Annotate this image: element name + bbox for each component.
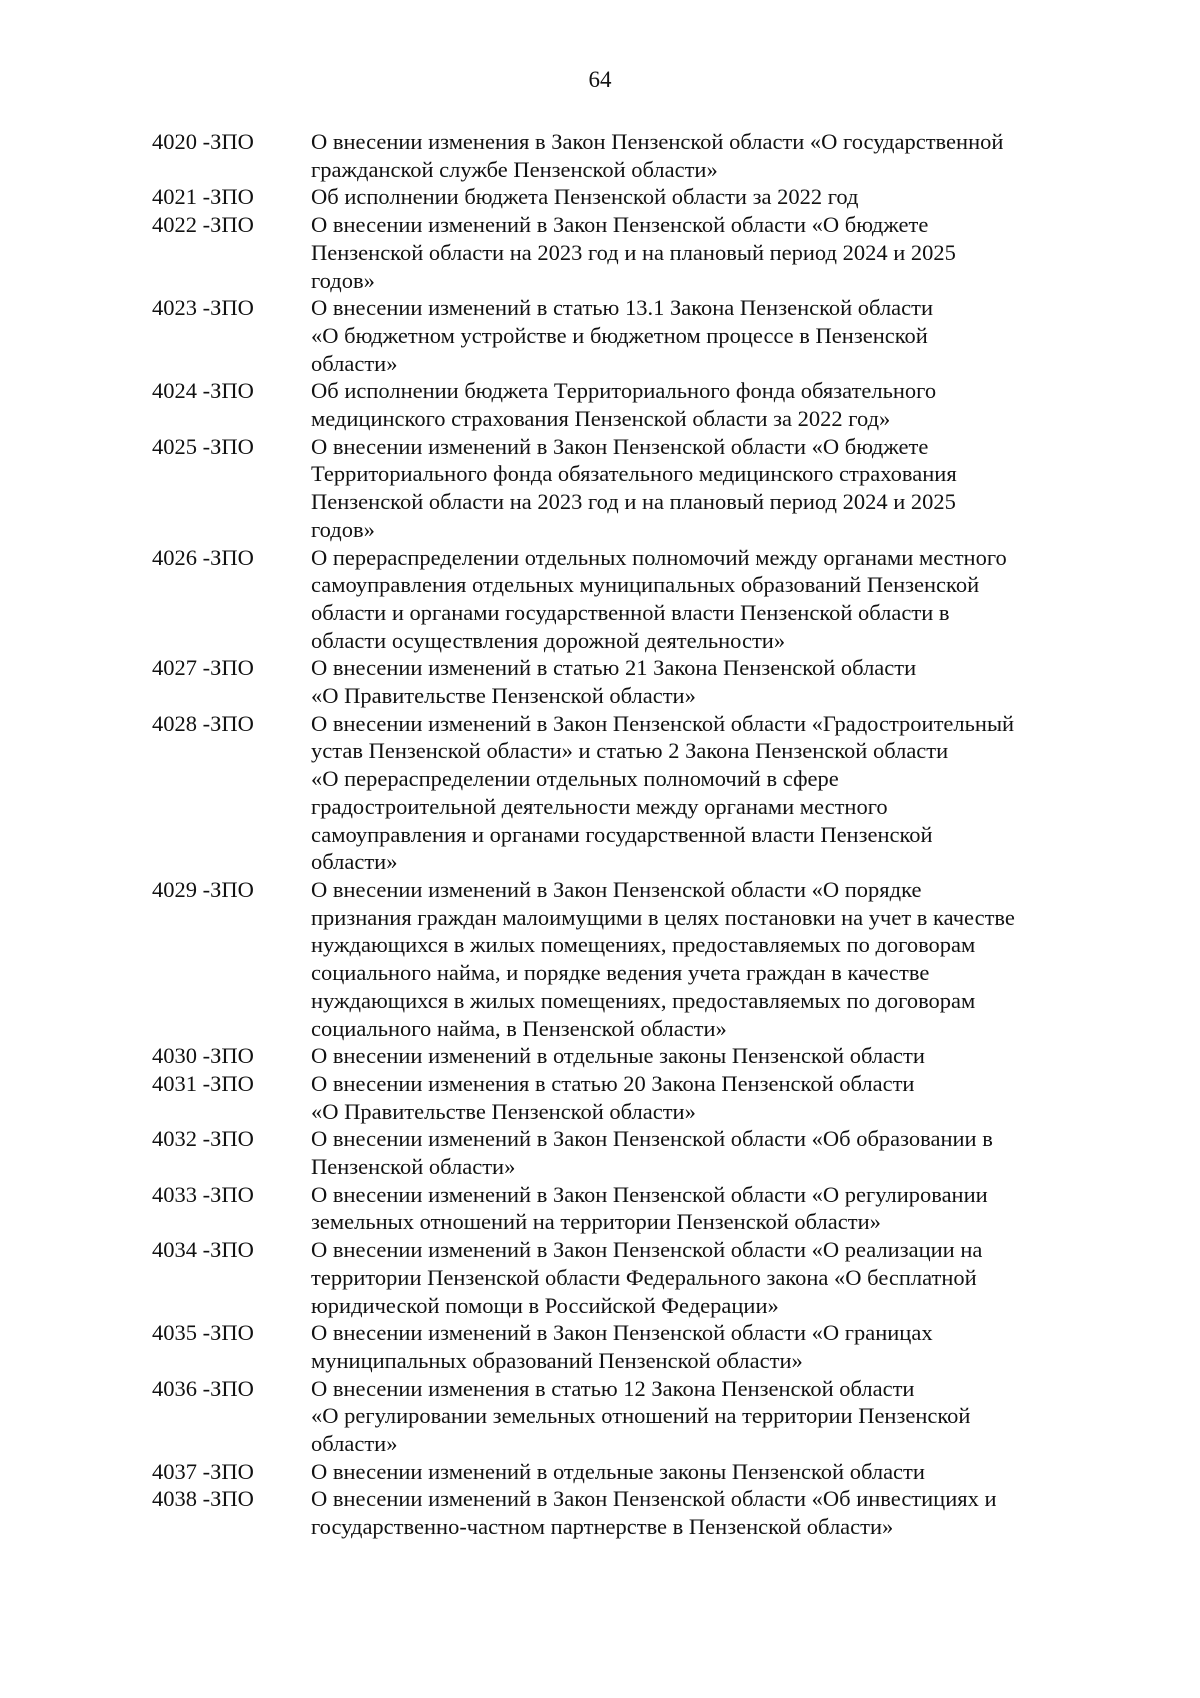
law-title-line: Территориального фонда обязательного медицинского страхования — [311, 461, 957, 487]
law-entry — [152, 377, 1112, 432]
law-title — [311, 183, 1112, 211]
law-entry — [152, 1375, 1112, 1458]
law-title — [311, 876, 1112, 1042]
law-title-line: О внесении изменений в Закон Пензенской области «О порядке — [311, 876, 922, 902]
law-title — [311, 1181, 1112, 1236]
law-title-line: юридической помощи в Российской Федерации» — [311, 1292, 779, 1318]
law-title-line: «О Правительстве Пензенской области» — [311, 683, 696, 709]
law-number: 4023 -ЗПО — [152, 295, 254, 321]
law-entry — [152, 294, 1112, 377]
law-title-line: самоуправления отдельных муниципальных образований Пензенской — [311, 572, 980, 598]
law-title-line: государственно-частном партнерстве в Пензенской области» — [311, 1514, 894, 1540]
law-entry — [152, 710, 1112, 876]
law-entry — [152, 1070, 1112, 1125]
law-title-line: О перераспределении отдельных полномочий между органами местного — [311, 544, 1007, 570]
law-number: 4029 -ЗПО — [152, 876, 254, 902]
law-title-line: О внесении изменений в Закон Пензенской области «О бюджете — [311, 212, 929, 238]
law-title-line: О внесении изменений в статью 21 Закона Пензенской области — [311, 655, 917, 681]
law-entry — [152, 544, 1112, 655]
law-number: 4037 -ЗПО — [152, 1458, 254, 1484]
law-number: 4024 -ЗПО — [152, 378, 254, 404]
law-title-line: гражданской службе Пензенской области» — [311, 156, 718, 182]
law-title-line: О внесении изменений в Закон Пензенской области «О регулировании — [311, 1181, 988, 1207]
law-title-line: О внесении изменения в статью 12 Закона Пензенской области — [311, 1375, 915, 1401]
law-entry — [152, 876, 1112, 1042]
law-number: 4031 -ЗПО — [152, 1070, 254, 1096]
law-number: 4028 -ЗПО — [152, 710, 254, 736]
law-title-line: О внесении изменений в Закон Пензенской области «Градостроительный — [311, 710, 1015, 736]
law-title-line: «О Правительстве Пензенской области» — [311, 1098, 696, 1124]
law-entry — [152, 1181, 1112, 1236]
law-title-line: «О перераспределении отдельных полномочий в сфере — [311, 766, 839, 792]
law-title-line: области» — [311, 1431, 398, 1457]
law-title-line: области осуществления дорожной деятельности» — [311, 627, 786, 653]
law-title-line: О внесении изменений в Закон Пензенской области «О бюджете — [311, 433, 929, 459]
law-title-line: нуждающихся в жилых помещениях, предоставляемых по договорам — [311, 987, 976, 1013]
law-number: 4036 -ЗПО — [152, 1375, 254, 1401]
law-title-line: Об исполнении бюджета Пензенской области за 2022 год — [311, 184, 859, 210]
law-number: 4027 -ЗПО — [152, 655, 254, 681]
law-entry — [152, 1319, 1112, 1374]
law-number: 4025 -ЗПО — [152, 433, 254, 459]
law-entry — [152, 1125, 1112, 1180]
law-title-line: О внесении изменений в отдельные законы Пензенской области — [311, 1458, 925, 1484]
law-title-line: Пензенской области на 2023 год и на плановый период 2024 и 2025 — [311, 239, 956, 265]
law-title-line: устав Пензенской области» и статью 2 Закона Пензенской области — [311, 738, 949, 764]
law-title-line: области» — [311, 350, 398, 376]
law-title — [311, 211, 1112, 294]
law-title-line: признания граждан малоимущими в целях постановки на учет в качестве — [311, 904, 1015, 930]
law-title-line: О внесении изменения в статью 20 Закона Пензенской области — [311, 1070, 915, 1096]
law-title-line: годов» — [311, 267, 375, 293]
law-title-line: территории Пензенской области Федерального закона «О бесплатной — [311, 1264, 977, 1290]
law-title — [311, 654, 1112, 709]
law-number: 4030 -ЗПО — [152, 1043, 254, 1069]
law-title-line: Пензенской области» — [311, 1154, 516, 1180]
law-title — [311, 1485, 1112, 1540]
law-list — [152, 128, 1112, 1541]
law-number: 4032 -ЗПО — [152, 1126, 254, 1152]
law-title-line: О внесении изменений в Закон Пензенской области «Об образовании в — [311, 1126, 993, 1152]
law-title — [311, 1042, 1112, 1070]
law-title-line: социального найма, в Пензенской области» — [311, 1015, 727, 1041]
law-number: 4033 -ЗПО — [152, 1181, 254, 1207]
law-title-line: О внесении изменения в Закон Пензенской области «О государственной — [311, 129, 1004, 154]
law-number: 4035 -ЗПО — [152, 1320, 254, 1346]
law-title-line: области и органами государственной власти Пензенской области в — [311, 599, 950, 625]
law-title — [311, 1375, 1112, 1458]
law-title-line: О внесении изменений в Закон Пензенской области «О реализации на — [311, 1237, 983, 1263]
law-number: 4026 -ЗПО — [152, 544, 254, 570]
law-title-line: Пензенской области на 2023 год и на плановый период 2024 и 2025 — [311, 489, 956, 515]
law-title — [311, 377, 1112, 432]
law-entry — [152, 654, 1112, 709]
law-title-line: О внесении изменений в статью 13.1 Закона Пензенской области — [311, 295, 934, 321]
law-entry — [152, 433, 1112, 544]
law-title-line: самоуправления и органами государственной власти Пензенской — [311, 821, 933, 847]
law-title-line: земельных отношений на территории Пензенской области» — [311, 1209, 881, 1235]
law-entry — [152, 128, 1112, 183]
law-title-line: социального найма, и порядке ведения учета граждан в качестве — [311, 960, 930, 986]
page-number: 64 — [588, 67, 612, 92]
law-title — [311, 1458, 1112, 1486]
law-title-line: О внесении изменений в отдельные законы Пензенской области — [311, 1043, 925, 1069]
law-entry — [152, 1236, 1112, 1319]
law-title-line: годов» — [311, 516, 375, 542]
law-title-line: нуждающихся в жилых помещениях, предоставляемых по договорам — [311, 932, 976, 958]
law-number: 4020 -ЗПО — [152, 129, 254, 154]
law-title-line: Об исполнении бюджета Территориального фонда обязательного — [311, 378, 937, 404]
law-title-line: муниципальных образований Пензенской области» — [311, 1347, 803, 1373]
law-title-line: области» — [311, 849, 398, 875]
law-title-line: «О бюджетном устройстве и бюджетном процессе в Пензенской — [311, 322, 928, 348]
law-title — [311, 1319, 1112, 1374]
law-entry — [152, 1458, 1112, 1486]
law-title-line: «О регулировании земельных отношений на территории Пензенской — [311, 1403, 971, 1429]
law-title — [311, 128, 1112, 183]
law-title — [311, 544, 1112, 655]
law-number: 4034 -ЗПО — [152, 1237, 254, 1263]
law-title — [311, 1236, 1112, 1319]
law-title — [311, 433, 1112, 544]
law-number: 4038 -ЗПО — [152, 1486, 254, 1512]
law-entry — [152, 183, 1112, 211]
law-title-line: О внесении изменений в Закон Пензенской области «Об инвестициях и — [311, 1486, 997, 1512]
law-title — [311, 294, 1112, 377]
law-title — [311, 1070, 1112, 1125]
law-title — [311, 710, 1112, 876]
law-title-line: градостроительной деятельности между органами местного — [311, 793, 888, 819]
law-entry — [152, 1042, 1112, 1070]
law-number: 4022 -ЗПО — [152, 212, 254, 238]
law-entry — [152, 211, 1112, 294]
law-title-line: медицинского страхования Пензенской области за 2022 год» — [311, 406, 891, 432]
law-number: 4021 -ЗПО — [152, 184, 254, 210]
law-title-line: О внесении изменений в Закон Пензенской области «О границах — [311, 1320, 933, 1346]
law-title — [311, 1125, 1112, 1180]
law-entry — [152, 1485, 1112, 1540]
